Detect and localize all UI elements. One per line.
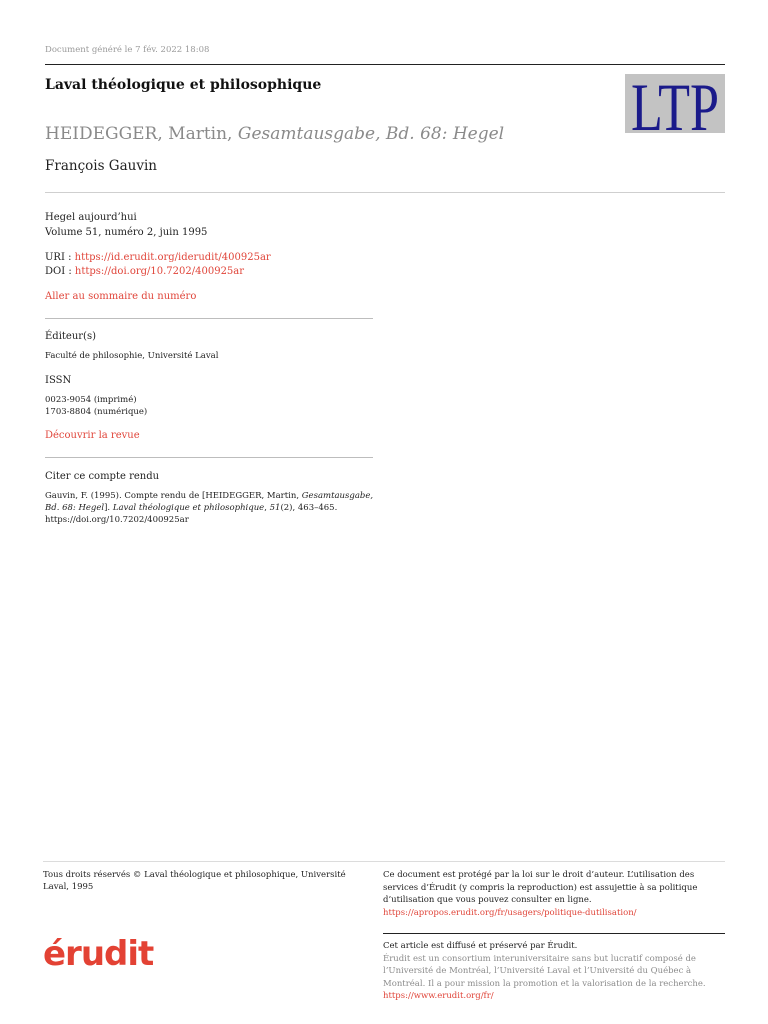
erudit-logo: érudit [43, 934, 154, 974]
consortium-note: Érudit est un consortium interuniversitaire sans but lucratif composé de l’Université de Montréal, l’Université Laval et l’Université du Québec à Montréal. Il a pour mission la promotion et la valorisation de la recherche. [383, 953, 706, 989]
issn-values [45, 394, 147, 418]
uri-label: URI : [45, 252, 75, 263]
copyright-notice: Ce document est protégé par la loi sur le droit d’auteur. L’utilisation des services d’Érudit (y compris la reproduction) est assujettie à sa politique d’utilisation que vous pouvez consulter en ligne. [383, 870, 698, 905]
cite-part7: (2), 463–465. [280, 503, 338, 513]
publisher-name: Faculté de philosophie, Université Laval [45, 351, 219, 361]
top-divider [45, 64, 725, 65]
journal-logo [625, 69, 725, 145]
toc-link[interactable]: Aller au sommaire du numéro [45, 291, 197, 302]
cite-part1: Gauvin, F. (1995). Compte rendu de [HEIDEGGER, Martin, [45, 491, 302, 501]
issue-theme: Hegel aujourd’hui [45, 212, 137, 223]
doi-line [45, 265, 271, 279]
policy-link[interactable]: https://apropos.erudit.org/fr/usagers/politique-dutilisation/ [383, 907, 637, 918]
diffusion-note: Cet article est diffusé et préservé par Érudit. [383, 941, 578, 951]
cite-part6: 51 [269, 503, 281, 513]
footer-about [383, 940, 723, 1003]
journal-title: Laval théologique et philosophique [45, 77, 322, 93]
issn-heading: ISSN [45, 375, 72, 386]
article-title [45, 124, 504, 144]
issue-info [45, 210, 207, 240]
uri-link[interactable]: https://id.erudit.org/iderudit/400925ar [74, 252, 271, 263]
footer-rights: Tous droits réservés © Laval théologique et philosophique, Université Laval, 1995 [43, 870, 346, 892]
title-work-part: Gesamtausgabe, Bd. 68: Hegel [237, 124, 505, 144]
section-divider-2 [45, 457, 373, 458]
issn-online: 1703-8804 (numérique) [45, 407, 148, 417]
cite-part2: Gesamtausgabe, Bd. 68: Hegel [45, 491, 374, 513]
cite-part5: , [264, 503, 270, 513]
discover-journal-link[interactable]: Découvrir la revue [45, 430, 140, 441]
issue-volume: Volume 51, numéro 2, juin 1995 [45, 227, 208, 238]
article-author: François Gauvin [45, 158, 157, 174]
section-divider [45, 318, 373, 319]
uri-line [45, 251, 271, 265]
footer-divider [43, 861, 725, 862]
doi-link[interactable]: https://doi.org/10.7202/400925ar [74, 266, 245, 277]
cite-part4: Laval théologique et philosophique [112, 503, 265, 513]
publisher-heading: Éditeur(s) [45, 331, 96, 342]
erudit-site-link[interactable]: https://www.erudit.org/fr/ [383, 991, 494, 1001]
cite-part3: ]. [104, 503, 113, 513]
issn-print: 0023-9054 (imprimé) [45, 395, 137, 405]
identifiers [45, 251, 271, 279]
logo-letters: LTP [631, 69, 719, 145]
citation-text [45, 490, 375, 526]
cite-doi: https://doi.org/10.7202/400925ar [45, 515, 189, 525]
generation-date: Document généré le 7 fév. 2022 18:08 [45, 45, 210, 55]
doi-label: DOI : [45, 266, 75, 277]
footer-copyright [383, 869, 723, 919]
header-divider [45, 192, 725, 193]
title-author-part: HEIDEGGER, Martin, [45, 124, 238, 144]
cite-heading: Citer ce compte rendu [45, 471, 160, 482]
footer-divider-2 [383, 933, 725, 934]
